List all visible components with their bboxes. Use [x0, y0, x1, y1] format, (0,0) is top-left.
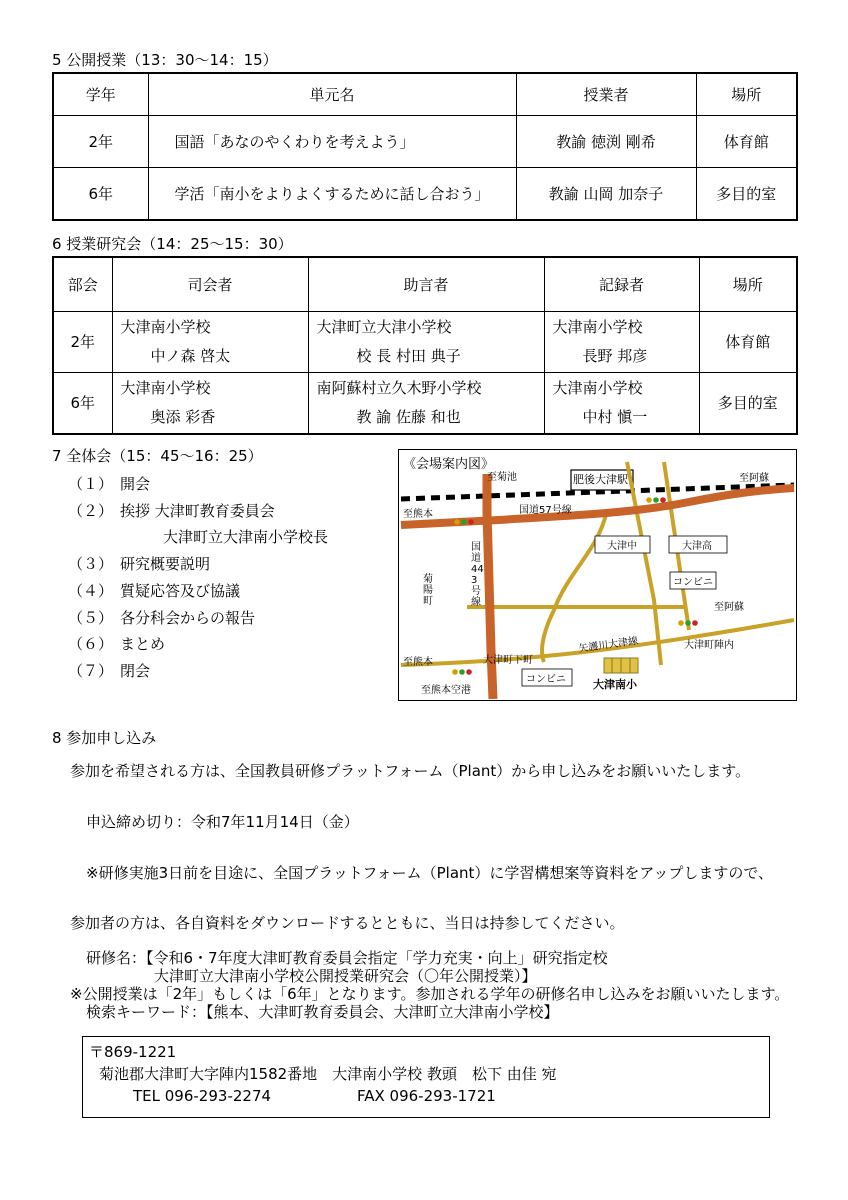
advisor-org: 大津町立大津小学校	[316, 317, 452, 336]
col-header-place: 場所	[699, 257, 797, 311]
unit-cell: 学活「南小をよりよくするために話し合おう」	[148, 168, 516, 221]
list-item: 大津町立大津南小学校長	[163, 528, 329, 547]
col-header-group: 部会	[53, 257, 112, 311]
research-meeting-table	[52, 256, 798, 435]
label-conveni1: コンビニ	[673, 577, 713, 588]
traffic-light-icon	[678, 620, 698, 626]
list-item: （７） 閉会	[68, 661, 151, 680]
label-aso-top: 至阿蘇	[739, 473, 769, 484]
advisor-name: 校 長 村田 典子	[356, 346, 461, 365]
table-row	[53, 372, 797, 434]
chair-org: 大津南小学校	[120, 378, 211, 397]
chair-name: 中ノ森 啓太	[150, 346, 231, 365]
tel-number: TEL 096-293-2274	[133, 1087, 272, 1105]
contact-box	[82, 1036, 770, 1118]
label-kumamoto-bottom: 至熊本	[403, 657, 433, 668]
grade-cell: 6年	[53, 168, 148, 221]
label-route443: 国道443号線	[471, 542, 484, 608]
col-header-place: 場所	[696, 73, 797, 116]
col-header-grade: 学年	[53, 73, 148, 116]
venue-map	[398, 449, 797, 701]
recorder-cell	[544, 311, 699, 372]
place-cell: 多目的室	[699, 372, 797, 434]
label-otsu-hs: 大津高	[682, 541, 712, 552]
col-header-chair: 司会者	[112, 257, 308, 311]
apply-paragraph: 参加を希望される方は、全国教員研修プラットフォーム（Plant）から申し込みをお願いいたします。	[70, 762, 751, 780]
label-conveni2: コンビニ	[526, 674, 566, 685]
list-item: （５） 各分科会からの報告	[68, 608, 256, 627]
label-route57: 国道57号線	[519, 505, 572, 516]
group-cell: 6年	[53, 372, 112, 434]
label-otsu-jhs: 大津中	[607, 541, 637, 552]
unit-cell: 国語「あなのやくわりを考えよう」	[148, 116, 516, 168]
recorder-name: 長野 邦彦	[582, 346, 648, 365]
table-row	[53, 311, 797, 372]
traffic-light-icon	[646, 497, 666, 503]
map-svg	[399, 450, 795, 699]
map-title: 《会場案内図》	[403, 457, 495, 472]
road	[542, 510, 607, 662]
training-name-1: 研修名：【令和6・7年度大津町教育委員会指定「学力充実・向上」研究指定校	[86, 949, 608, 967]
section7-heading: 7 全体会（15：45～16：25）	[52, 447, 263, 465]
table-row	[53, 116, 797, 168]
deadline-text: 申込締め切り：令和7年11月14日（金）	[86, 813, 359, 831]
section5-heading: 5 公開授業（13：30～14：15）	[52, 51, 278, 69]
advisor-cell	[308, 372, 544, 434]
traffic-light-icon	[452, 669, 472, 675]
chair-cell	[112, 372, 308, 434]
place-cell: 体育館	[699, 311, 797, 372]
recorder-cell	[544, 372, 699, 434]
program-list	[68, 471, 328, 685]
advisor-cell	[308, 311, 544, 372]
place-cell: 多目的室	[696, 168, 797, 221]
training-name-2: 大津町立大津南小学校公開授業研究会（〇年公開授業）】	[154, 967, 537, 985]
label-kikuyo: 菊陽町	[423, 574, 433, 607]
list-item: （６） まとめ	[68, 635, 166, 654]
traffic-light-icon	[454, 519, 474, 525]
list-item: （１） 開会	[68, 475, 151, 493]
list-item: （４） 質疑応答及び協議	[68, 581, 241, 600]
recorder-name: 中村 愼一	[582, 407, 648, 426]
recorder-org: 大津南小学校	[552, 317, 643, 336]
label-kumamoto-top: 至熊本	[403, 509, 433, 520]
search-keywords: 検索キーワード：【熊本、大津町教育委員会、大津町立大津南小学校】	[86, 1003, 559, 1021]
public-lesson-table	[52, 72, 798, 221]
note-materials-2: 参加者の方は、各自資料をダウンロードするとともに、当日は持参してください。	[70, 914, 625, 932]
advisor-org: 南阿蘇村立久木野小学校	[316, 378, 482, 397]
col-header-unit: 単元名	[148, 73, 516, 116]
section8-heading: 8 参加申し込み	[52, 729, 157, 747]
table-row	[53, 168, 797, 221]
teacher-cell: 教諭 山岡 加奈子	[516, 168, 696, 221]
recorder-org: 大津南小学校	[552, 378, 643, 397]
section6-heading: 6 授業研究会（14：25～15：30）	[52, 235, 293, 253]
label-aso-mid: 至阿蘇	[714, 602, 744, 613]
note-grade: ※公開授業は「2年」もしくは「6年」となります。参加される学年の研修名申し込みをお願いいたします。	[70, 985, 790, 1003]
chair-org: 大津南小学校	[120, 317, 211, 336]
advisor-name: 教 諭 佐藤 和也	[356, 407, 461, 426]
grade-cell: 2年	[53, 116, 148, 168]
address-text: 菊池郡大津町大字陣内1582番地 大津南小学校 教頭 松下 由佳 宛	[99, 1065, 557, 1083]
col-header-teacher: 授業者	[516, 73, 696, 116]
label-shikikuchi: 至菊池	[487, 472, 517, 483]
fax-number: FAX 096-293-1721	[357, 1087, 496, 1105]
label-jinnai: 大津町陣内	[684, 640, 734, 651]
chair-cell	[112, 311, 308, 372]
col-header-recorder: 記録者	[544, 257, 699, 311]
note-materials-1: ※研修実施3日前を目途に、全国プラットフォーム（Plant）に学習構想案等資料をアップしますので、	[86, 864, 774, 882]
label-school: 大津南小	[593, 678, 637, 691]
label-shimomachi: 大津町下町	[483, 655, 533, 666]
list-item: （２） 挨拶 大津町教育委員会	[68, 501, 275, 520]
col-header-advisor: 助言者	[308, 257, 544, 311]
school-icon	[604, 658, 638, 673]
group-cell: 2年	[53, 311, 112, 372]
teacher-cell: 教諭 徳渕 剛希	[516, 116, 696, 168]
chair-name: 奥添 彩香	[150, 407, 216, 426]
postal-code: 〒869-1221	[89, 1043, 177, 1061]
list-item: （３） 研究概要説明	[68, 555, 211, 574]
label-station: 肥後大津駅	[573, 473, 628, 486]
label-airport: 至熊本空港	[421, 685, 471, 696]
place-cell: 体育館	[696, 116, 797, 168]
label-yago-river: 矢護川大津線	[577, 635, 639, 655]
